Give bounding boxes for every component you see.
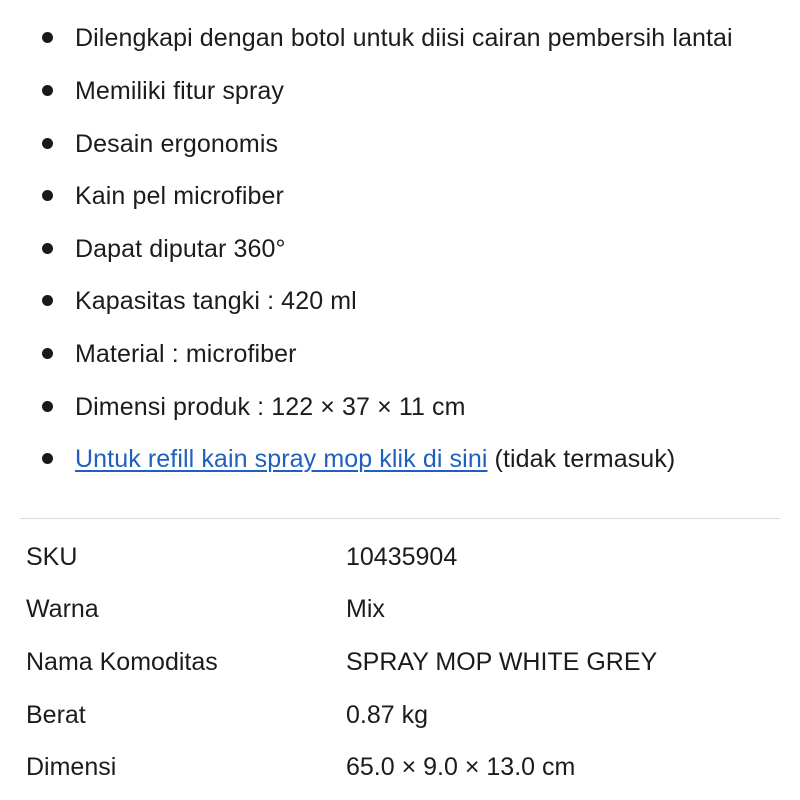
divider [20,518,780,519]
bullet-icon [42,85,53,96]
spec-row [0,589,800,629]
spec-value: 10435904 [346,543,458,571]
spec-label: Warna [26,595,99,623]
feature-item [0,229,800,269]
feature-text: Dilengkapi dengan botol untuk diisi cairan pembersih lantai [75,24,733,52]
feature-text: Kapasitas tangki : 420 ml [75,287,357,315]
feature-text: Desain ergonomis [75,130,279,158]
bullet-icon [42,243,53,254]
spec-label: Berat [26,701,86,729]
spec-value: 65.0 × 9.0 × 13.0 cm [346,753,576,781]
bullet-icon [42,453,53,464]
spec-label: SKU [26,543,78,571]
bullet-icon [42,348,53,359]
refill-link[interactable]: Untuk refill kain spray mop klik di sini [75,445,488,473]
bullet-icon [42,401,53,412]
feature-item [0,281,800,321]
feature-item [0,334,800,374]
feature-text: Material : microfiber [75,340,297,368]
bullet-icon [42,190,53,201]
bullet-icon [42,32,53,43]
feature-text: Kain pel microfiber [75,182,284,210]
bullet-icon [42,138,53,149]
spec-row [0,537,800,577]
spec-label: Dimensi [26,753,117,781]
spec-row [0,642,800,682]
feature-text: Dimensi produk : 122 × 37 × 11 cm [75,393,466,421]
feature-item [0,18,800,58]
refill-suffix: (tidak termasuk) [487,445,676,473]
spec-value: 0.87 kg [346,701,429,729]
spec-value: SPRAY MOP WHITE GREY [346,648,658,676]
feature-item [0,387,800,427]
spec-row [0,695,800,735]
feature-text: Dapat diputar 360° [75,235,286,263]
spec-value: Mix [346,595,385,623]
feature-item [0,71,800,111]
bullet-icon [42,295,53,306]
feature-item [0,124,800,164]
feature-text [75,445,675,473]
feature-item-refill [0,439,800,479]
spec-label: Nama Komoditas [26,648,218,676]
feature-text: Memiliki fitur spray [75,77,284,105]
spec-row [0,747,800,787]
feature-item [0,176,800,216]
